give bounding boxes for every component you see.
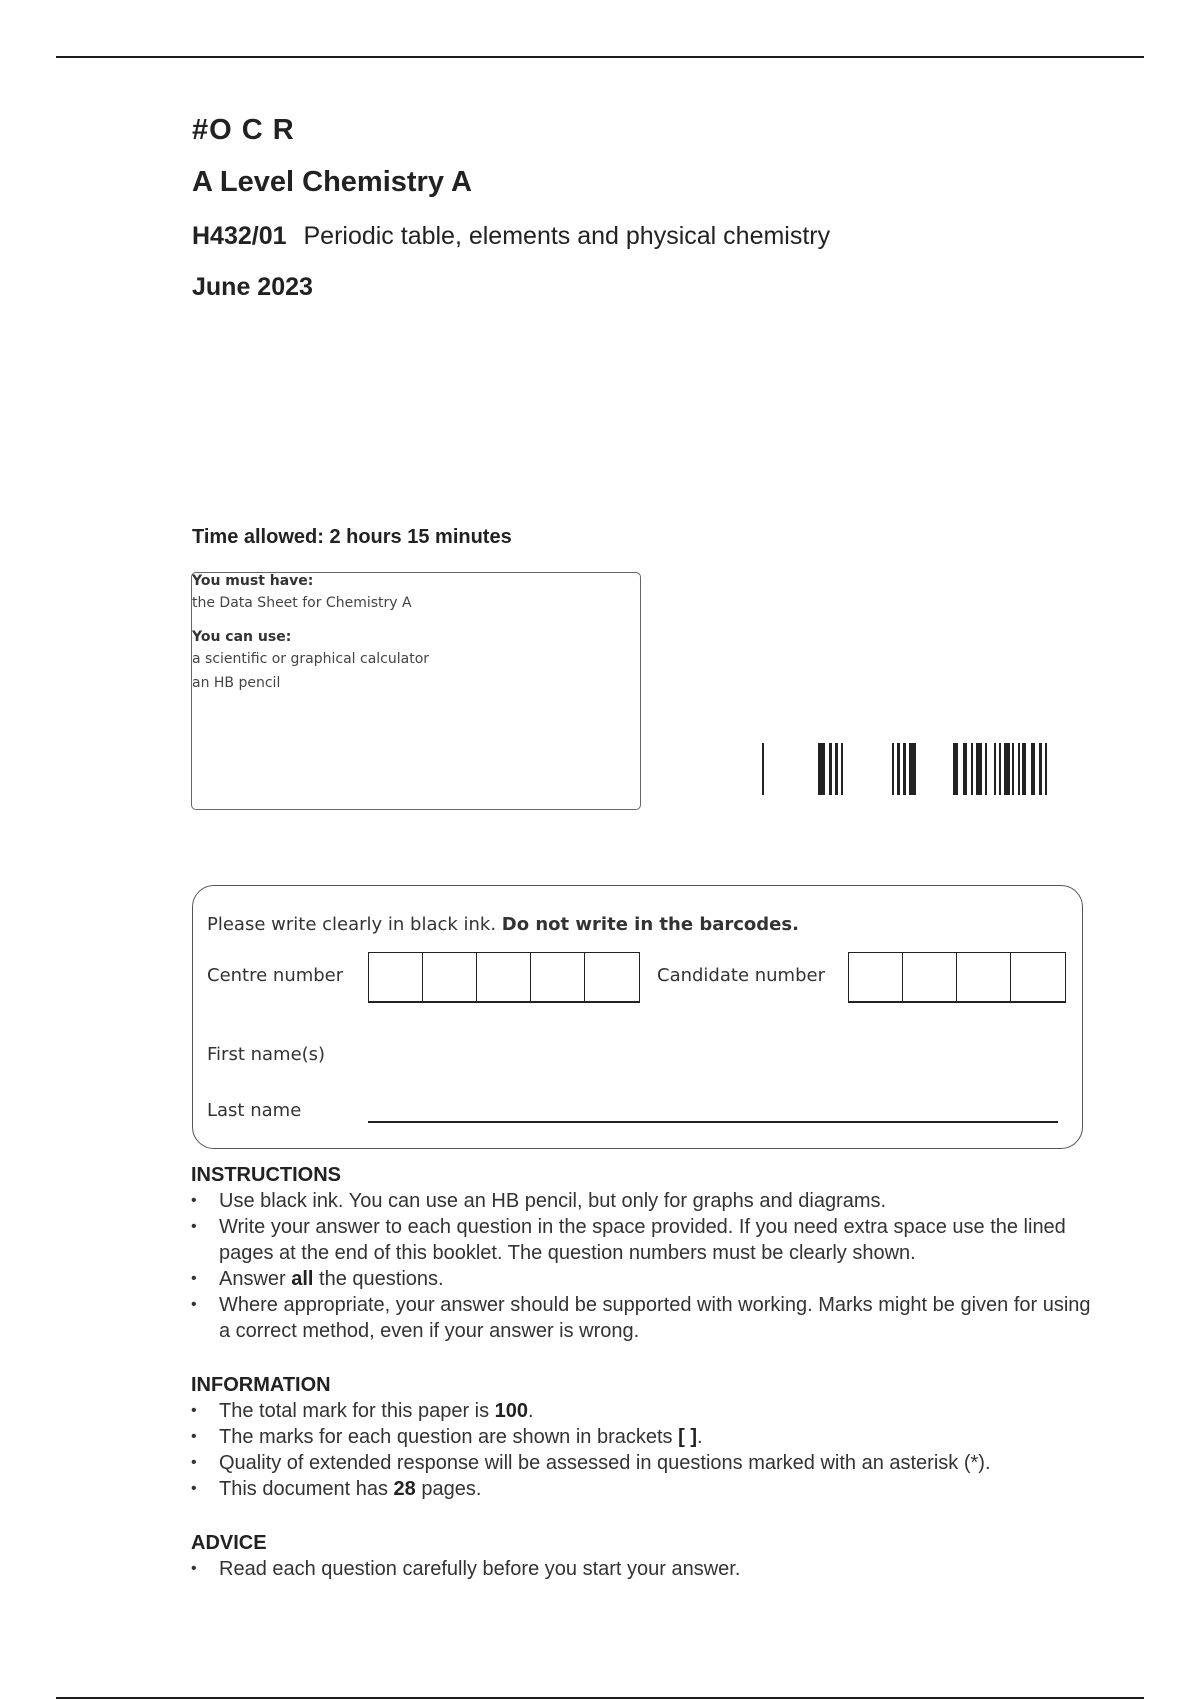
paper-code: H432/01 [192, 222, 287, 250]
barcode-bar [903, 743, 906, 795]
can-use-heading: You can use: [192, 629, 292, 645]
advice-section [191, 1530, 1091, 1582]
must-have-item: the Data Sheet for Chemistry A [192, 595, 412, 611]
qualification-title: A Level Chemistry A [192, 166, 472, 198]
centre-number-digit[interactable] [423, 953, 477, 1001]
barcode-bar [994, 743, 996, 795]
barcode-bar [976, 743, 982, 795]
paper-code-line [192, 222, 830, 251]
candidate-details-box [192, 885, 1083, 1149]
can-use-item: a scientific or graphical calculator [192, 651, 430, 667]
requirements-box [191, 572, 641, 810]
barcode-bar [909, 743, 916, 795]
ink-instruction [207, 914, 799, 935]
candidate-number-digit[interactable] [903, 953, 957, 1001]
centre-number-digit[interactable] [369, 953, 423, 1001]
barcode-bar [1004, 743, 1010, 795]
barcode-bar [897, 743, 900, 795]
information-item: • The total mark for this paper is 100. [191, 1398, 1091, 1424]
instruction-item: • Use black ink. You can use an HB pencil, but only for graphs and diagrams. [191, 1188, 1091, 1214]
candidate-number-field[interactable] [848, 952, 1066, 1003]
instruction-item: • Answer all the questions. [191, 1266, 1091, 1292]
bottom-rule [56, 1697, 1144, 1699]
advice-heading: ADVICE [191, 1532, 267, 1554]
candidate-number-digit[interactable] [849, 953, 903, 1001]
top-rule [56, 56, 1144, 58]
candidate-number-digit[interactable] [1011, 953, 1065, 1001]
instructions-section [191, 1162, 1091, 1344]
barcode-bar [1045, 743, 1047, 795]
candidate-number-label: Candidate number [657, 965, 825, 986]
centre-number-label: Centre number [207, 965, 344, 986]
advice-item: • Read each question carefully before you start your answer. [191, 1556, 1091, 1582]
barcode-bar [835, 743, 838, 795]
instruction-item: • Write your answer to each question in the space provided. If you need extra space use the lined pages at the end of this booklet. The question numbers must be clearly shown. [191, 1214, 1091, 1266]
ink-instruction-text: Please write clearly in black ink. [207, 914, 502, 935]
information-item: • The marks for each question are shown in brackets [ ]. [191, 1424, 1091, 1450]
instruction-item: • Where appropriate, your answer should be supported with working. Marks might be given for using a correct method, even if your answer is wrong. [191, 1292, 1091, 1344]
last-name-label: Last name [207, 1100, 302, 1121]
must-have-heading: You must have: [192, 573, 314, 589]
time-allowed: Time allowed: 2 hours 15 minutes [192, 526, 512, 548]
barcode-bar [829, 743, 832, 795]
centre-number-digit[interactable] [585, 953, 639, 1001]
information-heading: INFORMATION [191, 1374, 331, 1396]
barcode-bar [1039, 743, 1042, 795]
candidate-number-digit[interactable] [957, 953, 1011, 1001]
barcode-warning: Do not write in the barcodes. [501, 914, 799, 935]
barcode-bar [971, 743, 973, 795]
centre-number-field[interactable] [368, 952, 640, 1003]
information-item: • This document has 28 pages. [191, 1476, 1091, 1502]
last-name-field[interactable] [368, 1121, 1058, 1123]
barcode-bar [818, 743, 825, 795]
information-section [191, 1372, 1091, 1502]
barcode-bar [892, 743, 894, 795]
can-use-item: an HB pencil [192, 675, 281, 691]
exam-session: June 2023 [192, 273, 313, 301]
first-name-label: First name(s) [207, 1044, 326, 1065]
barcode-bar [963, 743, 967, 795]
barcode-bar [953, 743, 958, 795]
ocr-logo: #O C R [192, 114, 295, 146]
barcode-bar [762, 743, 764, 795]
information-item: • Quality of extended response will be assessed in questions marked with an asterisk (*). [191, 1450, 1091, 1476]
paper-title: Periodic table, elements and physical chemistry [303, 222, 831, 250]
first-name-field[interactable] [368, 1036, 1058, 1070]
centre-number-digit[interactable] [477, 953, 531, 1001]
centre-number-digit[interactable] [531, 953, 585, 1001]
barcode-bar [985, 743, 987, 795]
barcode-bar [1022, 743, 1026, 795]
barcode-bar [1012, 743, 1014, 795]
barcode-bar [999, 743, 1001, 795]
barcode-bar [1018, 743, 1020, 795]
barcode-bar [841, 743, 843, 795]
barcode-bar [1031, 743, 1035, 795]
instructions-heading: INSTRUCTIONS [191, 1164, 341, 1186]
